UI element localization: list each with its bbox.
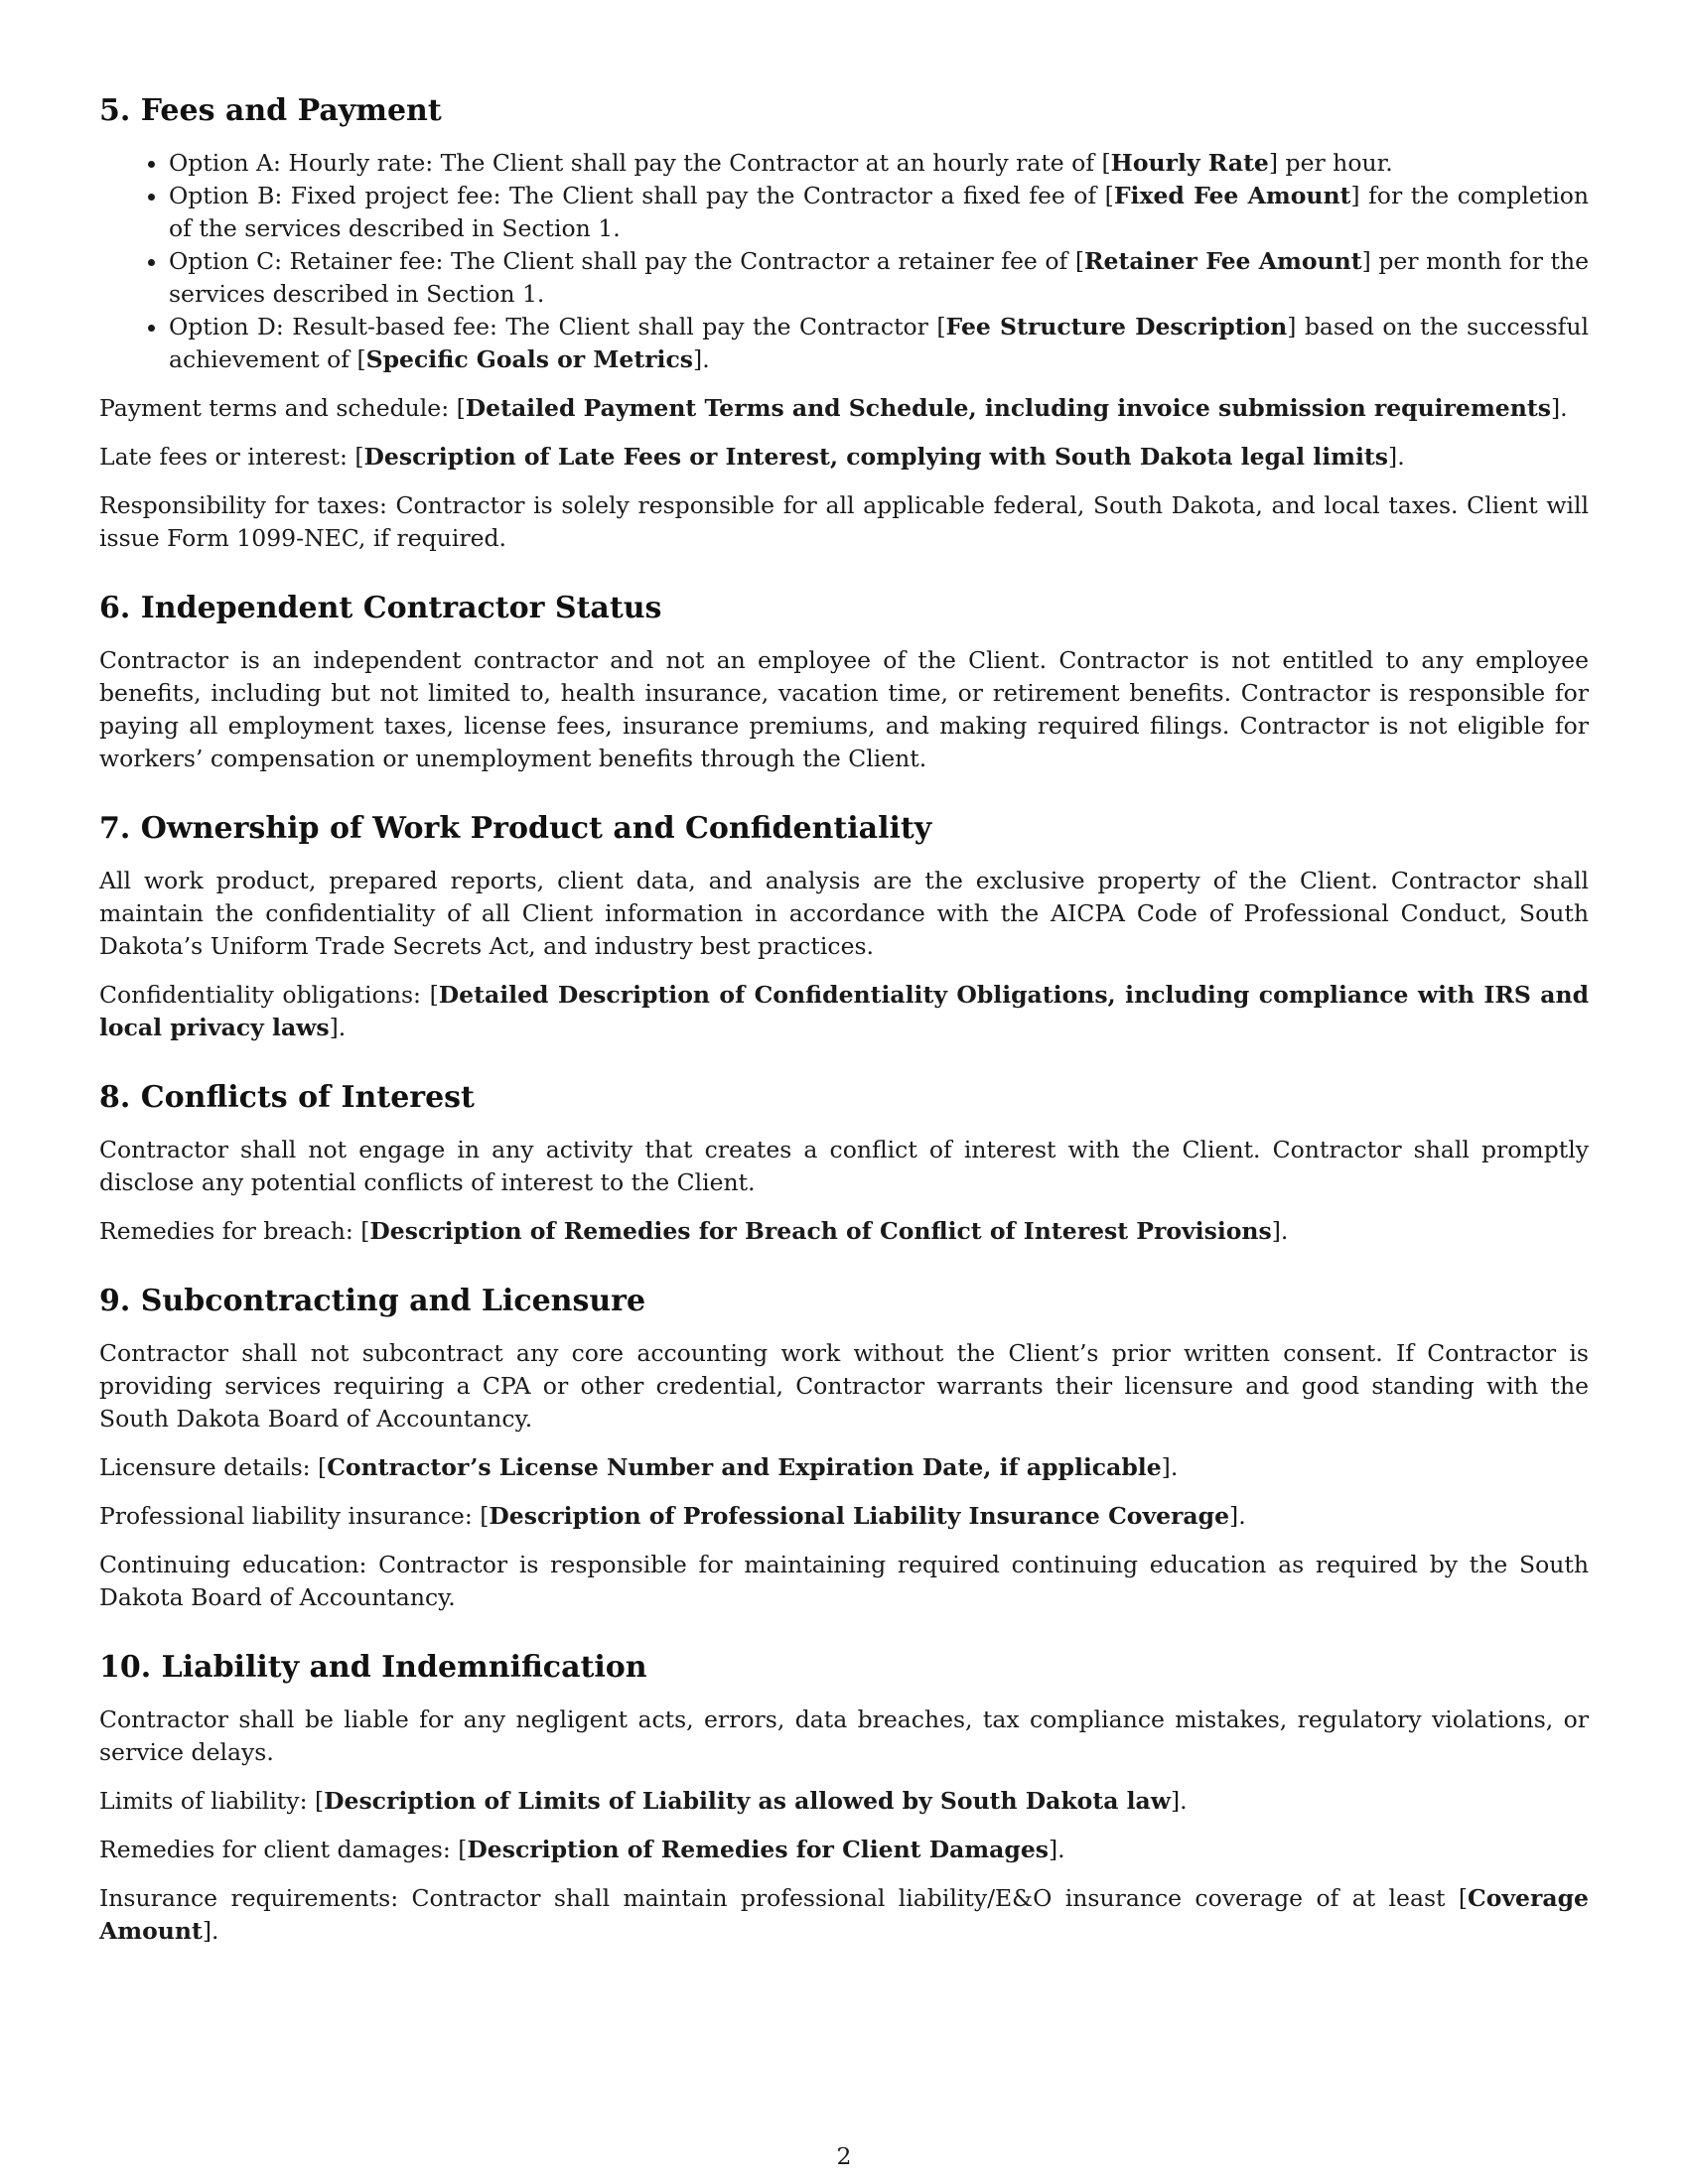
section-independent-contractor-status bbox=[99, 589, 1589, 775]
confidentiality-obligations-paragraph: Confidentiality obligations: [Detailed Description of Confidentiality Obligations, including compliance with IRS and local privacy laws]. bbox=[99, 981, 1589, 1041]
payment-terms-paragraph: Payment terms and schedule: [Detailed Payment Terms and Schedule, including invoice submission requirements]. bbox=[99, 394, 1568, 422]
list-item: • Option C: Retainer fee: The Client shall pay the Contractor a retainer fee of [Retainer Fee Amount] per month for the services described in Section 1. bbox=[169, 245, 1589, 311]
body-paragraph: All work product, prepared reports, client data, and analysis are the exclusive property of the Client. Contractor shall maintain the confidentiality of all Client information in accordance with the AICPA Code of Professional Conduct, South Dakota’s Uniform Trade Secrets Act, and industry best practices. bbox=[99, 867, 1589, 960]
list-item: • Option A: Hourly rate: The Client shall pay the Contractor at an hourly rate of [Hourly Rate] per hour. bbox=[169, 147, 1589, 180]
page-number: 2 bbox=[836, 2142, 852, 2170]
fee-options-list bbox=[99, 147, 1589, 376]
section-heading: 9. Subcontracting and Licensure bbox=[99, 1284, 646, 1318]
section-subcontracting-licensure bbox=[99, 1282, 1589, 1614]
document-page bbox=[99, 91, 1589, 1981]
section-heading: 6. Independent Contractor Status bbox=[99, 591, 662, 625]
continuing-education-paragraph: Continuing education: Contractor is responsible for maintaining required continuing education as required by the South Dakota Board of Accountancy. bbox=[99, 1551, 1589, 1611]
body-paragraph: Contractor shall not subcontract any core accounting work without the Client’s prior written consent. If Contractor is providing services requiring a CPA or other credential, Contractor warrants their licensure and good standing with the South Dakota Board of Accountancy. bbox=[99, 1339, 1589, 1433]
body-paragraph: Contractor shall not engage in any activity that creates a conflict of interest with the Client. Contractor shall promptly disclose any potential conflicts of interest to the Client. bbox=[99, 1136, 1589, 1196]
insurance-paragraph: Professional liability insurance: [Description of Professional Liability Insurance Coverage]. bbox=[99, 1502, 1246, 1530]
section-heading: 5. Fees and Payment bbox=[99, 93, 442, 128]
body-paragraph: Contractor shall be liable for any negligent acts, errors, data breaches, tax compliance mistakes, regulatory violations, or service delays. bbox=[99, 1706, 1589, 1766]
remedies-paragraph: Remedies for breach: [Description of Remedies for Breach of Conflict of Interest Provisions]. bbox=[99, 1217, 1289, 1245]
client-remedies-paragraph: Remedies for client damages: [Description of Remedies for Client Damages]. bbox=[99, 1836, 1065, 1863]
section-heading: 8. Conflicts of Interest bbox=[99, 1080, 475, 1115]
taxes-paragraph: Responsibility for taxes: Contractor is solely responsible for all applicable federal, South Dakota, and local taxes. Client will issue Form 1099-NEC, if required. bbox=[99, 491, 1589, 552]
section-liability-indemnification bbox=[99, 1648, 1589, 1948]
section-fees-and-payment bbox=[99, 91, 1589, 555]
section-heading: 7. Ownership of Work Product and Confidentiality bbox=[99, 811, 932, 846]
section-conflicts-of-interest bbox=[99, 1078, 1589, 1248]
list-item: • Option D: Result-based fee: The Client shall pay the Contractor [Fee Structure Description] based on the successful achievement of [Specific Goals or Metrics]. bbox=[169, 311, 1589, 376]
body-paragraph: Contractor is an independent contractor and not an employee of the Client. Contractor is not entitled to any employee benefits, including but not limited to, health insurance, vacation time, or retirement benefits. Contractor is responsible for paying all employment taxes, license fees, insurance premiums, and making required filings. Contractor is not eligible for workers’ compensation or unemployment benefits through the Client. bbox=[99, 646, 1589, 772]
limits-paragraph: Limits of liability: [Description of Limits of Liability as allowed by South Dakota law]. bbox=[99, 1787, 1188, 1815]
section-ownership-confidentiality bbox=[99, 809, 1589, 1044]
insurance-requirements-paragraph: Insurance requirements: Contractor shall maintain professional liability/E&O insurance coverage of at least [Coverage Amount]. bbox=[99, 1884, 1589, 1945]
licensure-paragraph: Licensure details: [Contractor’s License Number and Expiration Date, if applicable]. bbox=[99, 1453, 1179, 1481]
list-item: • Option B: Fixed project fee: The Client shall pay the Contractor a fixed fee of [Fixed Fee Amount] for the completion of the services described in Section 1. bbox=[169, 180, 1589, 245]
late-fees-paragraph: Late fees or interest: [Description of Late Fees or Interest, complying with South Dakota legal limits]. bbox=[99, 443, 1405, 471]
section-heading: 10. Liability and Indemnification bbox=[99, 1650, 647, 1685]
